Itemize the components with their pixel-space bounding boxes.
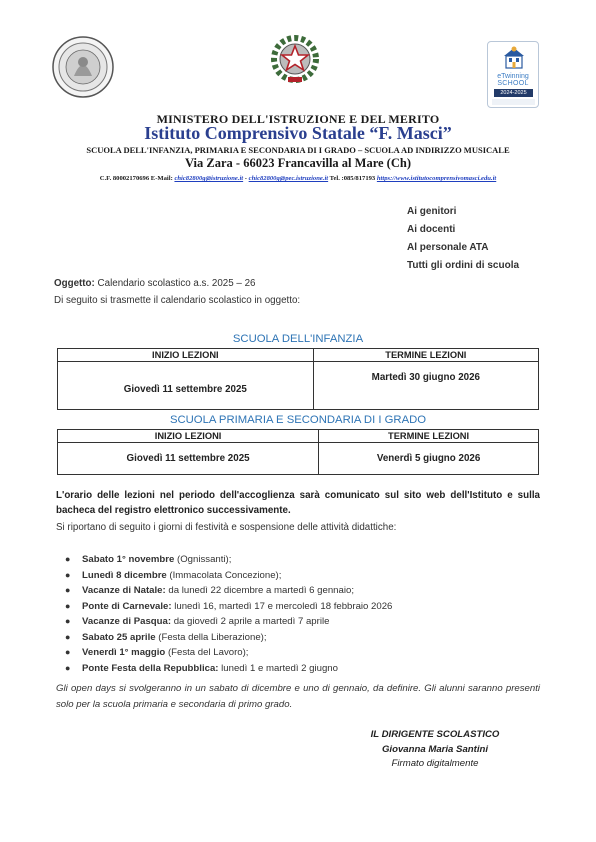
etwinning-school-badge	[487, 41, 539, 108]
etwinning-building-icon	[501, 45, 527, 71]
holidays-list	[56, 552, 392, 676]
holiday-item	[56, 568, 392, 584]
holiday-date: Venerdì 1° maggio	[82, 647, 166, 658]
email-link[interactable]: chic82800g@istruzione.it	[174, 175, 244, 182]
subject-line	[54, 278, 255, 289]
holiday-item	[56, 614, 392, 630]
infanzia-calendar-table	[57, 348, 539, 410]
institute-name: Istituto Comprensivo Statale “F. Masci”	[144, 123, 452, 143]
infanzia-end-header: TERMINE LEZIONI	[313, 349, 538, 362]
bullet-icon: ●	[65, 554, 71, 564]
holiday-detail: (Immacolata Concezione);	[166, 569, 282, 581]
holiday-detail: lunedì 16, martedì 17 e mercoledì 18 febbraio 2026	[171, 600, 393, 612]
website-link[interactable]: https://www.istitutocomprensivomasci.edu.it	[376, 175, 497, 182]
ministry-title: MINISTERO DELL'ISTRUZIONE E DEL MERITO	[156, 112, 440, 126]
holiday-item	[56, 583, 392, 599]
primaria-start-date: Giovedì 11 settembre 2025	[58, 443, 319, 475]
holiday-date: Ponte Festa della Repubblica:	[82, 662, 219, 674]
holiday-item	[56, 599, 392, 615]
holiday-item	[56, 645, 392, 661]
holiday-item	[56, 630, 392, 646]
email-label: E-Mail:	[150, 175, 173, 182]
holiday-detail: da giovedì 2 aprile a martedì 7 aprile	[171, 616, 330, 627]
holiday-detail: (Ognissanti);	[174, 554, 232, 565]
holiday-detail: (Festa del Lavoro);	[165, 647, 249, 658]
phone-number: Tel. :085/817193	[329, 175, 376, 182]
bullet-icon: ●	[65, 647, 71, 657]
bullet-icon: ●	[65, 662, 71, 673]
infanzia-end-date: Martedì 30 giugno 2026	[313, 362, 538, 410]
recipient-item: Ai docenti	[407, 224, 456, 235]
recipient-item: Tutti gli ordini di scuola	[407, 260, 520, 271]
holiday-date: Lunedì 8 dicembre	[82, 569, 167, 581]
primaria-end-date: Venerdì 5 giugno 2026	[319, 443, 539, 475]
signature-name: Giovanna Maria Santini	[381, 743, 489, 755]
signature-role: IL DIRIGENTE SCOLASTICO	[370, 729, 500, 740]
infanzia-section-title: SCUOLA DELL'INFANZIA	[232, 333, 364, 345]
holidays-intro: Si riportano di seguito i giorni di festività e sospensione delle attività didattiche:	[56, 522, 397, 533]
etwinning-school-label: SCHOOL	[497, 80, 529, 87]
primaria-calendar-table	[57, 429, 539, 475]
primaria-section-title: SCUOLA PRIMARIA E SECONDARIA DI I GRADO	[169, 414, 427, 426]
school-seal-logo	[52, 36, 114, 98]
bullet-icon: ●	[65, 585, 71, 595]
bullet-icon: ●	[65, 631, 71, 642]
tax-code: C.F. 80002170696	[99, 175, 150, 182]
holiday-date: Sabato 25 aprile	[82, 631, 156, 643]
infanzia-start-header: INIZIO LEZIONI	[58, 349, 314, 362]
etwinning-footer-strip	[492, 99, 535, 105]
intro-text: Di seguito si trasmette il calendario scolastico in oggetto:	[54, 295, 301, 306]
holiday-detail: da lunedì 22 dicembre a martedì 6 gennaio;	[165, 585, 354, 596]
bullet-icon: ●	[65, 616, 71, 626]
subject-label: Oggetto:	[54, 278, 95, 289]
holiday-detail: (Festa della Liberazione);	[155, 631, 267, 643]
subject-text: Calendario scolastico a.s. 2025 – 26	[97, 278, 256, 289]
pec-link[interactable]: chic82800g@pec.istruzione.it	[248, 175, 329, 182]
open-days-notice: Gli open days si svolgeranno in un sabato di dicembre e uno di gennaio, da definire. Gli alunni saranno presenti solo per la scuola primaria e secondaria di primo grado.	[56, 683, 540, 710]
signature-note: Firmato digitalmente	[391, 758, 479, 769]
orario-notice: L'orario delle lezioni nel periodo dell'accoglienza sarà comunicato sul sito web dell'Istituto e sulla bacheca del registro elettronico successivamente.	[56, 490, 540, 516]
primaria-start-header: INIZIO LEZIONI	[58, 430, 319, 443]
holiday-item	[56, 552, 392, 568]
holiday-date: Vacanze di Pasqua:	[82, 616, 172, 627]
primaria-end-header: TERMINE LEZIONI	[319, 430, 539, 443]
holiday-detail: lunedì 1 e martedì 2 giugno	[218, 662, 338, 674]
etwinning-year: 2024-2025	[494, 89, 533, 97]
infanzia-start-date: Giovedì 11 settembre 2025	[58, 362, 314, 410]
holiday-date: Vacanze di Natale:	[82, 585, 166, 596]
etwinning-title: eTwinning	[497, 73, 529, 80]
italian-republic-emblem-logo	[266, 30, 324, 88]
recipients-list	[407, 203, 519, 275]
bullet-icon: ●	[65, 600, 71, 611]
contacts-separator: -	[244, 175, 247, 182]
contacts-line	[0, 175, 596, 182]
holiday-date: Ponte di Carnevale:	[82, 600, 172, 612]
holiday-date: Sabato 1° novembre	[82, 554, 175, 565]
address-line: Via Zara - 66023 Francavilla al Mare (Ch)	[184, 156, 411, 170]
recipient-item: Ai genitori	[407, 206, 457, 217]
recipient-item: Al personale ATA	[407, 242, 489, 253]
signature-block	[360, 728, 510, 772]
bullet-icon: ●	[65, 569, 71, 580]
schools-line: SCUOLA DELL'INFANZIA, PRIMARIA E SECONDARIA DI I GRADO – SCUOLA AD INDIRIZZO MUSICALE	[86, 145, 510, 155]
holiday-item	[56, 661, 392, 677]
